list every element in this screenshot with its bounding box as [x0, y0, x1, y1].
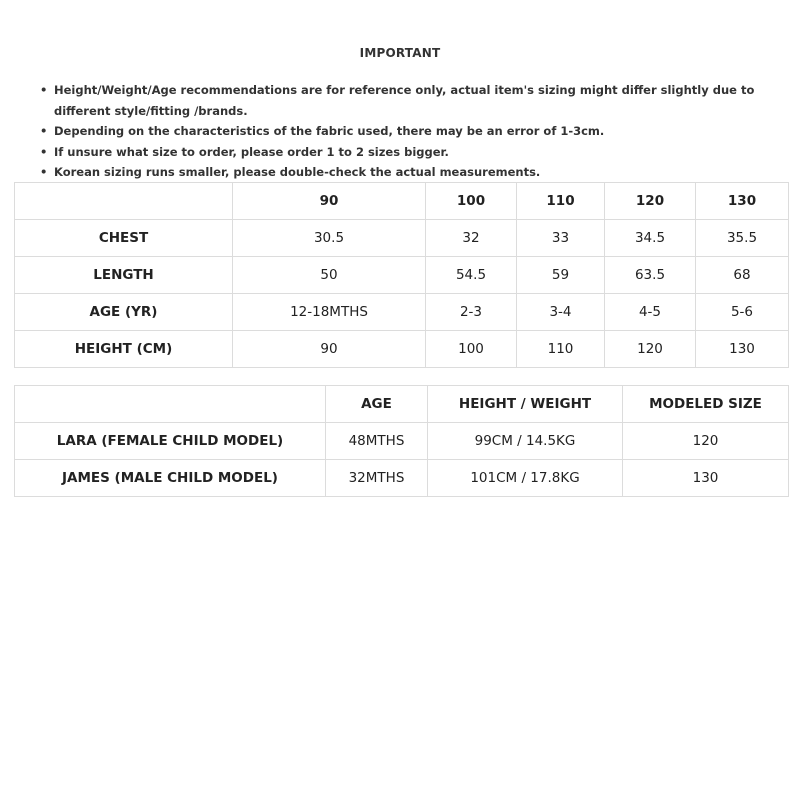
table-cell: 101CM / 17.8KG — [428, 460, 623, 497]
table-row — [15, 331, 789, 368]
table-cell: 90 — [233, 331, 426, 368]
table-cell: 59 — [517, 257, 605, 294]
important-notes-list — [38, 80, 790, 183]
table-cell: 110 — [517, 331, 605, 368]
header-cell-size: 110 — [517, 183, 605, 220]
model-info-table — [14, 385, 789, 497]
table-cell: 30.5 — [233, 220, 426, 257]
table-cell: 50 — [233, 257, 426, 294]
row-label: HEIGHT (CM) — [15, 331, 233, 368]
row-label: CHEST — [15, 220, 233, 257]
table-cell: 32 — [426, 220, 517, 257]
header-cell-height-weight: HEIGHT / WEIGHT — [428, 386, 623, 423]
table-cell: 5-6 — [696, 294, 789, 331]
table-cell: 12-18MTHS — [233, 294, 426, 331]
table-cell: 120 — [623, 423, 789, 460]
bullet-icon: • — [40, 165, 48, 179]
table-cell: 32MTHS — [326, 460, 428, 497]
table-cell: 2-3 — [426, 294, 517, 331]
header-cell-size: 120 — [605, 183, 696, 220]
note-item — [38, 162, 790, 183]
table-cell: 4-5 — [605, 294, 696, 331]
table-cell: 33 — [517, 220, 605, 257]
table-cell: 99CM / 14.5KG — [428, 423, 623, 460]
table-cell: 63.5 — [605, 257, 696, 294]
bullet-icon: • — [40, 83, 48, 97]
table-cell: 130 — [623, 460, 789, 497]
table-cell: 48MTHS — [326, 423, 428, 460]
table-row — [15, 257, 789, 294]
note-text: Height/Weight/Age recommendations are for reference only, actual item's sizing might differ slightly due to different style/fitting /brands. — [54, 83, 755, 118]
table-cell: 100 — [426, 331, 517, 368]
row-label: AGE (YR) — [15, 294, 233, 331]
table-row — [15, 220, 789, 257]
table-row — [15, 423, 789, 460]
header-cell-blank — [15, 386, 326, 423]
note-item — [38, 80, 790, 121]
size-chart-table — [14, 182, 789, 368]
table-cell: 54.5 — [426, 257, 517, 294]
header-cell-size: 90 — [233, 183, 426, 220]
table-row — [15, 460, 789, 497]
note-text: Depending on the characteristics of the fabric used, there may be an error of 1-3cm. — [54, 124, 605, 138]
row-label: JAMES (MALE CHILD MODEL) — [15, 460, 326, 497]
header-cell-blank — [15, 183, 233, 220]
table-cell: 120 — [605, 331, 696, 368]
row-label: LARA (FEMALE CHILD MODEL) — [15, 423, 326, 460]
table-header-row — [15, 386, 789, 423]
note-text: Korean sizing runs smaller, please double-check the actual measurements. — [54, 165, 541, 179]
table-cell: 68 — [696, 257, 789, 294]
table-cell: 3-4 — [517, 294, 605, 331]
row-label: LENGTH — [15, 257, 233, 294]
header-cell-modeled-size: MODELED SIZE — [623, 386, 789, 423]
table-header-row — [15, 183, 789, 220]
table-cell: 130 — [696, 331, 789, 368]
bullet-icon: • — [40, 144, 48, 159]
table-row — [15, 294, 789, 331]
note-text: If unsure what size to order, please order 1 to 2 sizes bigger. — [54, 144, 449, 159]
note-item — [38, 142, 790, 163]
table-cell: 34.5 — [605, 220, 696, 257]
header-cell-size: 100 — [426, 183, 517, 220]
note-item — [38, 121, 790, 142]
header-cell-age: AGE — [326, 386, 428, 423]
header-cell-size: 130 — [696, 183, 789, 220]
bullet-icon: • — [40, 124, 48, 138]
page-title: IMPORTANT — [359, 46, 441, 60]
table-cell: 35.5 — [696, 220, 789, 257]
